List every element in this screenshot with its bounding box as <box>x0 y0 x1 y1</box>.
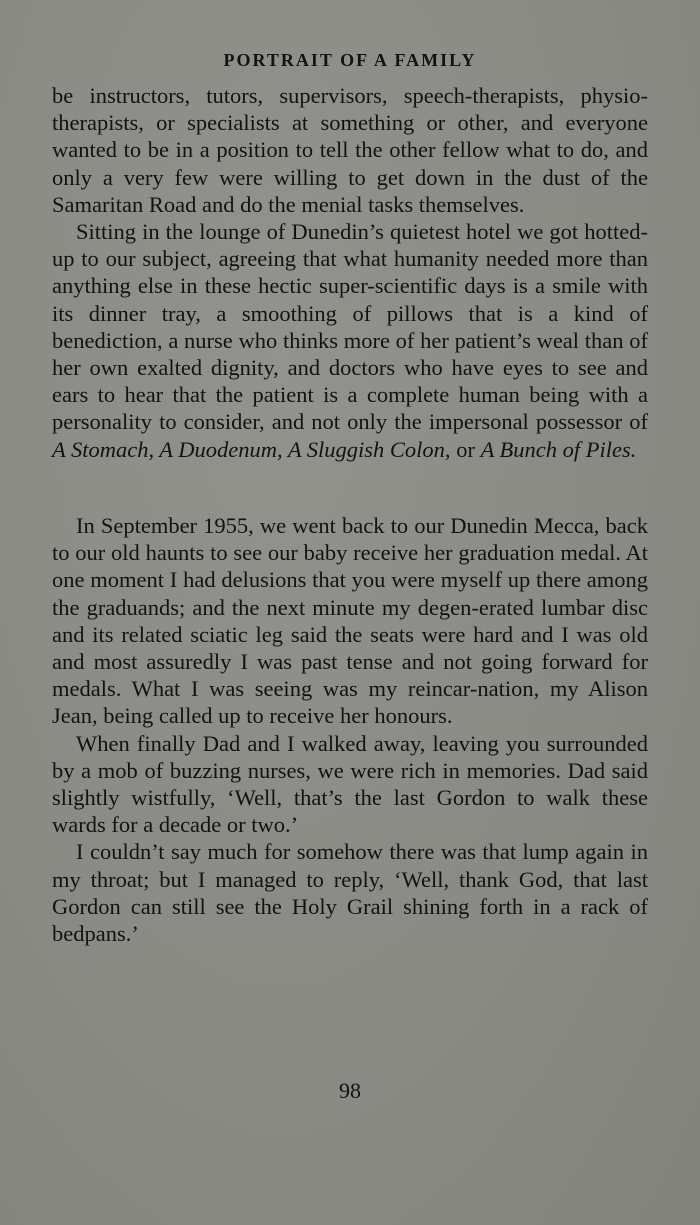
paragraph-hotel-text: Sitting in the lounge of Dunedin’s quietest hotel we got hotted-up to our subject, agreeing that what humanity needed more than anything else in these hectic super-scientific days is a smile with its dinner tray, a smoothing of pillows that is a kind of benediction, a nurse who thinks more of her patient’s weal than of her own exalted dignity, and doctors who have eyes to see and ears to hear that the patient is a complete human being with a personality to consider, and not only the impersonal possessor of <box>52 219 648 435</box>
italic-phrase-piles: A Bunch of Piles. <box>480 436 637 462</box>
paragraph-holy-grail: I couldn’t say much for somehow there was that lump again in my throat; but I managed to reply, ‘Well, thank God, that last Gordon can still see the Holy Grail shining forth in a rack of bedpans.’ <box>52 839 648 947</box>
paragraph-continuation: be instructors, tutors, supervisors, speech-therapists, physio-therapists, or specialists at something or other, and everyone wanted to be in a position to tell the other fellow what to do, and only a very few were willing to get down in the dust of the Samaritan Road and do the menial tasks themselves. <box>52 83 648 217</box>
paragraph-hotel <box>52 218 648 463</box>
text-block-bottom <box>52 512 648 947</box>
paragraph-hotel-or: or <box>450 436 481 462</box>
paragraph-graduation: In September 1955, we went back to our Dunedin Mecca, back to our old haunts to see our baby receive her graduation medal. At one moment I had delusions that you were myself up there among the graduands; and the next minute my degen-erated lumbar disc and its related sciatic leg said the seats were hard and I was old and most assuredly I was past tense and not going forward for medals. What I was seeing was my reincar-nation, my Alison Jean, being called up to receive her honours. <box>52 513 648 729</box>
page-number: 98 <box>339 1078 361 1103</box>
italic-phrase-organs: A Stomach, A Duodenum, A Sluggish Colon, <box>52 436 451 462</box>
text-block-top <box>52 82 648 463</box>
running-header: PORTRAIT OF A FAMILY <box>223 50 477 70</box>
paragraph-walk-away: When finally Dad and I walked away, leaving you surrounded by a mob of buzzing nurses, we were rich in memories. Dad said slightly wistfully, ‘Well, that’s the last Gordon to walk these wards for a decade or two.’ <box>52 730 648 838</box>
